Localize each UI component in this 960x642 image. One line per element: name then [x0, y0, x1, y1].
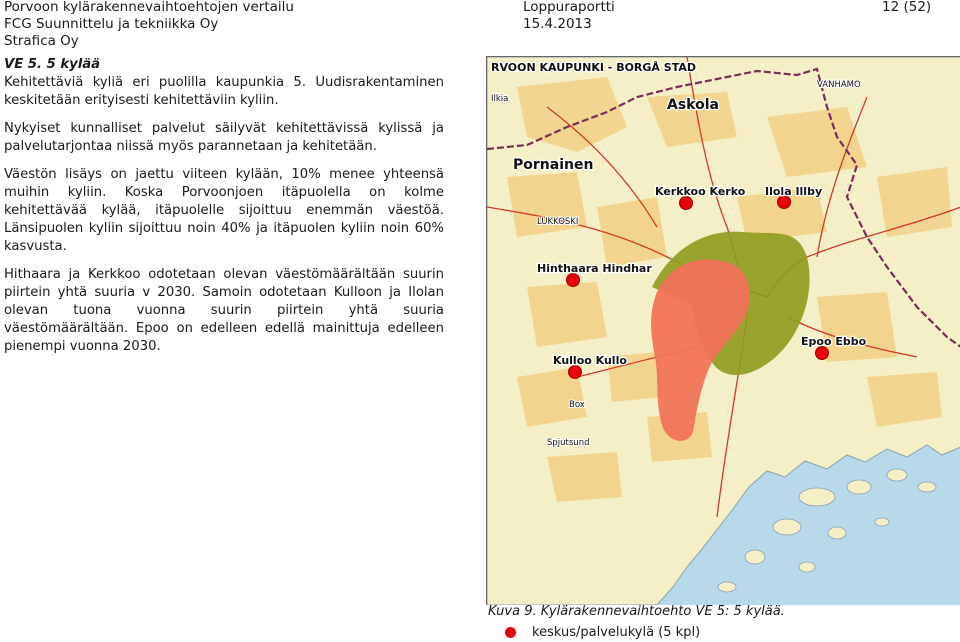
paragraph-3: Väestön lisäys on jaettu viiteen kylään, 10% menee yhteensä muihin kyliin. Koska Porvoonjoen itäpuolella on kolme kehitettävää kylää, itäpuolelle sijoittuu enemmän väestöä. Länsipuolen kyliin sijoittuu noin 40% ja itäpuolen kyliin noin 60% kasvusta. [4, 167, 444, 254]
village-marker-epoo [816, 347, 829, 360]
map-label-vanhamo: VANHAMO [817, 80, 861, 90]
map-label-kulloo: Kulloo Kullo [553, 354, 627, 367]
map-label-box: Box [569, 400, 585, 410]
map-label-pornainen: Pornainen [513, 157, 594, 173]
map-graphic [487, 57, 960, 605]
header-left [4, 0, 294, 50]
map-label-hinthaara: Hinthaara Hindhar [537, 262, 652, 275]
map-label-epoo: Epoo Ebbo [801, 335, 867, 348]
author-company-2: Strafica Oy [4, 33, 79, 49]
header-middle [523, 0, 615, 33]
map-label-spjutsund: Spjutsund [547, 438, 590, 448]
report-date: 15.4.2013 [523, 16, 592, 32]
body-text [4, 56, 444, 366]
map-label-border: RVOON KAUPUNKI - BORGÅ STAD [491, 61, 696, 74]
map-label-kerkkoo: Kerkkoo Kerko [655, 185, 746, 198]
map-label-lukkoski: LUKKOSKI [537, 217, 579, 227]
village-marker-hinthaara [567, 274, 580, 287]
figure-caption: Kuva 9. Kylärakennevaihtoehto VE 5: 5 kylää. [488, 604, 785, 619]
map-legend [505, 625, 700, 640]
report-type: Loppuraportti [523, 0, 615, 15]
village-marker-kulloo [569, 366, 582, 379]
village-map [486, 56, 960, 605]
village-marker-kerkkoo [680, 197, 693, 210]
village-marker-icon [505, 627, 516, 638]
page-number: 12 (52) [882, 0, 932, 15]
map-label-askola: Askola [667, 97, 719, 113]
author-company: FCG Suunnittelu ja tekniikka Oy [4, 16, 219, 32]
map-label-ilola: Ilola Illby [765, 185, 823, 198]
paragraph-1: Kehitettäviä kyliä eri puolilla kaupunkia 5. Uudisrakentaminen keskitetään erityisesti kehitettäviin kyliin. [4, 75, 444, 108]
legend-label: keskus/palvelukylä (5 kpl) [532, 625, 701, 640]
doc-title: Porvoon kylärakennevaihtoehtojen vertailu [4, 0, 294, 15]
map-label-ilkia: Ilkia [491, 94, 509, 104]
paragraph-4: Hithaara ja Kerkkoo odotetaan olevan väestömäärältään suurin piirtein yhtä suuria v 2030. Samoin odotetaan Kulloon ja Ilolan olevan tuona vuonna suurin piirtein yhtä suuria väestömäärältään. Epoo on edelleen edellä mainittuja edelleen pienempi vuonna 2030. [4, 267, 444, 354]
section-title: VE 5. 5 kylää [4, 57, 101, 72]
paragraph-2: Nykyiset kunnalliset palvelut säilyvät kehitettävissä kylissä ja palvelutarjontaa niissä myös parannetaan ja kehitetään. [4, 121, 444, 154]
